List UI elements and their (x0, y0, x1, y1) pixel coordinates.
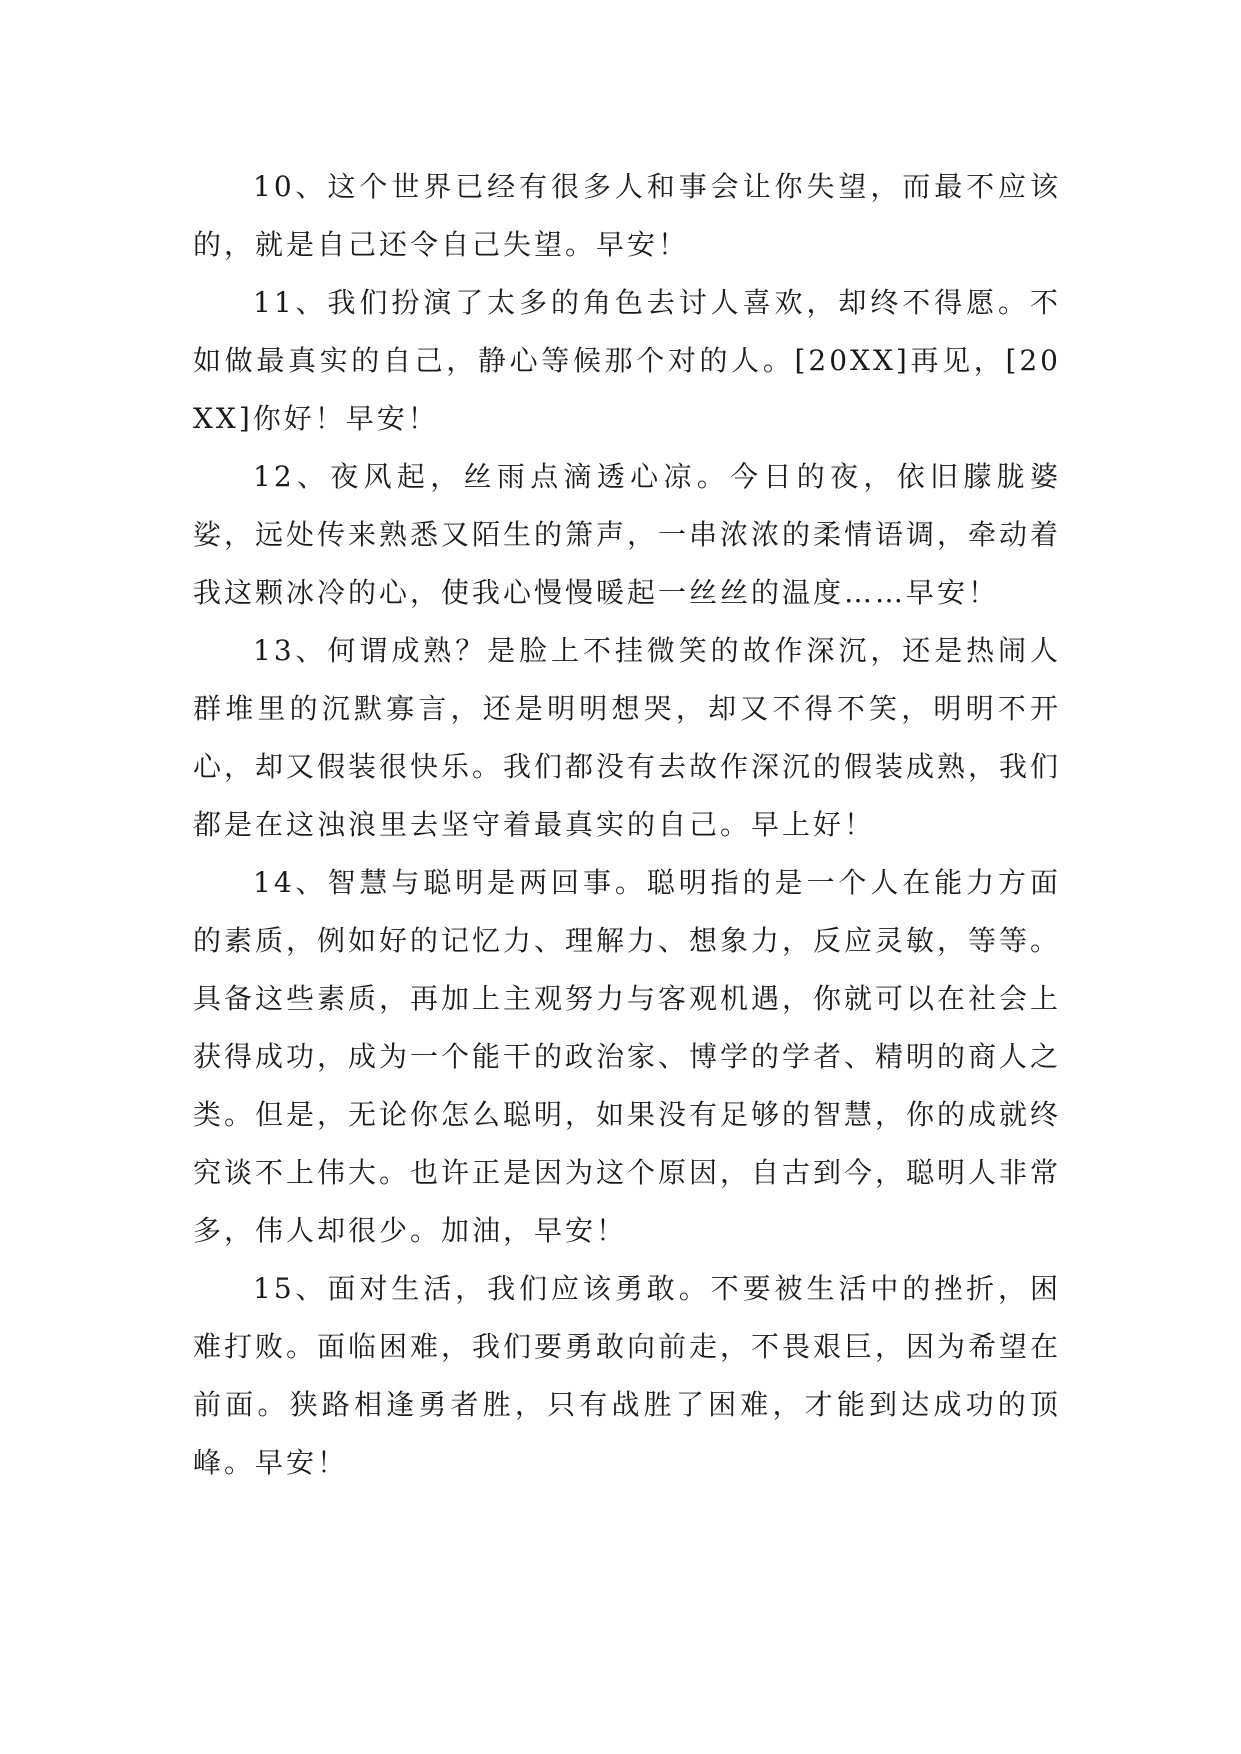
paragraph-13: 13、何谓成熟？是脸上不挂微笑的故作深沉，还是热闹人群堆里的沉默寡言，还是明明想哭，却又不得不笑，明明不开心，却又假装很快乐。我们都没有去故作深沉的假装成熟，我们都是在这浊浪里去坚守着最真实的自己。早上好！ (193, 634, 1062, 841)
paragraph-15: 15、面对生活，我们应该勇敢。不要被生活中的挫折，困难打败。面临困难，我们要勇敢向前走，不畏艰巨，因为希望在前面。狭路相逢勇者胜，只有战胜了困难，才能到达成功的顶峰。早安！ (193, 1272, 1062, 1479)
paragraph-12: 12、夜风起，丝雨点滴透心凉。今日的夜，依旧朦胧婆娑，远处传来熟悉又陌生的箫声，一串浓浓的柔情语调，牵动着我这颗冰冷的心，使我心慢慢暖起一丝丝的温度……早安！ (193, 460, 1062, 609)
paragraph-14: 14、智慧与聪明是两回事。聪明指的是一个人在能力方面的素质，例如好的记忆力、理解力、想象力，反应灵敏，等等。具备这些素质，再加上主观努力与客观机遇，你就可以在社会上获得成功，成为一个能干的政治家、博学的学者、精明的商人之类。但是，无论你怎么聪明，如果没有足够的智慧，你的成就终究谈不上伟大。也许正是因为这个原因，自古到今，聪明人非常多，伟人却很少。加油，早安！ (193, 866, 1062, 1247)
document-body (193, 158, 1061, 1492)
paragraph-11: 11、我们扮演了太多的角色去讨人喜欢，却终不得愿。不如做最真实的自己，静心等候那个对的人。[20XX]再见，[20XX]你好！早安！ (193, 286, 1061, 435)
paragraph-10: 10、这个世界已经有很多人和事会让你失望，而最不应该的，就是自己还令自己失望。早安！ (193, 170, 1061, 261)
